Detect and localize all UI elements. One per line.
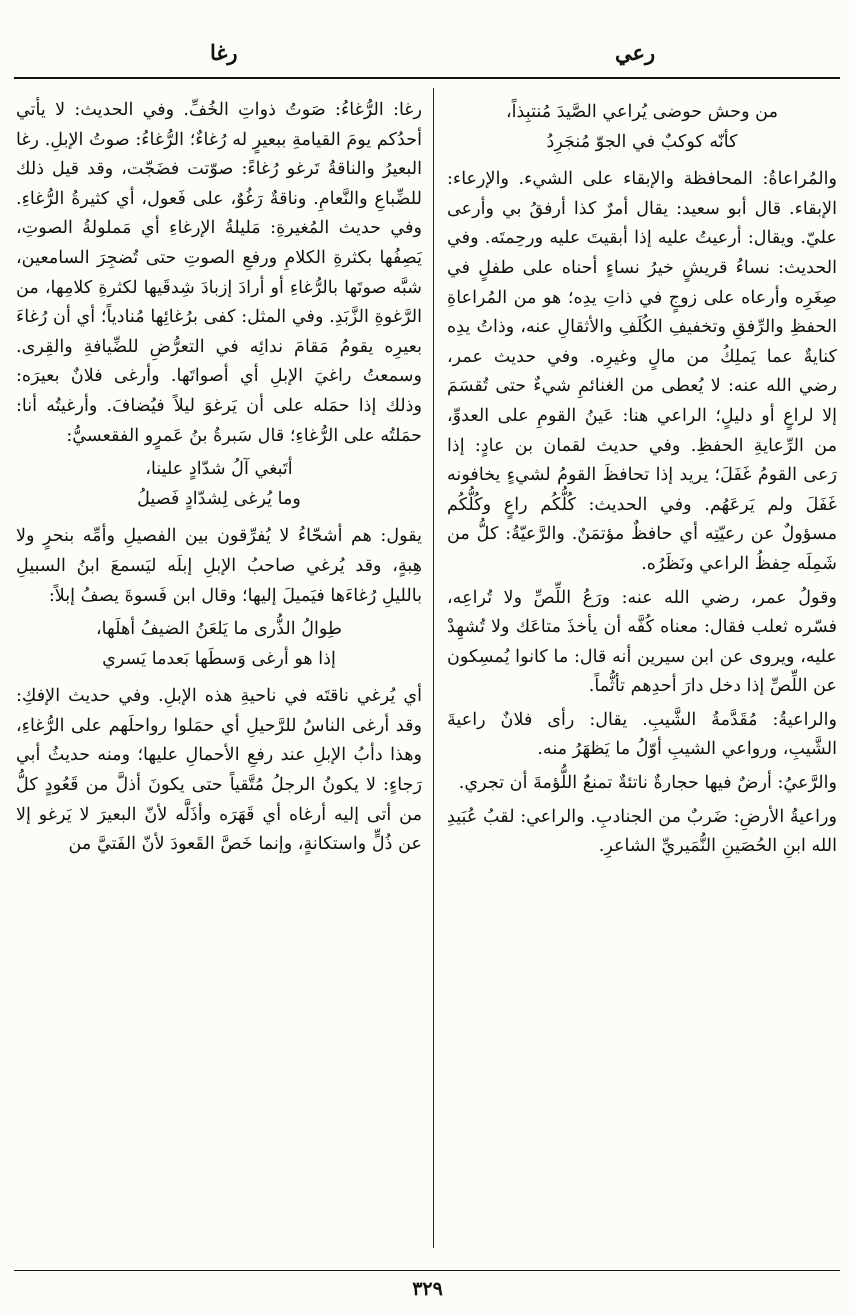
paragraph: يقول: هم أشحّاءُ لا يُفرِّقون بين الفصيلِ وأمِّه بنحرٍ ولا هِبةٍ، وقد يُرغي صاحبُ الإبلِ إبلَه ليَسمعَ ابنُ السبيلِ بالليلِ رُغاءَها فيَميلَ إليها؛ وقال ابن فَسوةَ يصفُ إبلاً: xyxy=(16,526,422,606)
header-rule xyxy=(14,77,840,79)
verse-top xyxy=(447,98,837,157)
paragraph: والمُراعاةُ: المحافظة والإبقاء على الشيء. والإرعاء: الإبقاء. قال أبو سعيد: يقال أمرٌ كذا أرفقُ بي وأرعى عليّ. ويقال: أرعيتُ عليه إذا أبقيتَ عليه ورحِمتَه. وفي الحديث: نساءُ قريشٍ خيرُ نساءٍ أحناه على طفلٍ في صِغَرِه وأرعاه على زوجٍ في ذاتِ يدِه؛ هو من المُراعاةِ الحفظِ والرِّفقِ وتخفيفِ الكُلَفِ والأثقالِ عنه، وذاتُ يدِه كنايةٌ عما يَملِكُ من مالٍ وغيرِه. وفي حديث عمر، رضي الله عنه: لا يُعطى من الغنائمِ شيءٌ حتى تُقسَمَ إلا لراعٍ أو دليلٍ؛ الراعي هنا: عَينُ القومِ على العدوِّ، من الرِّعايةِ الحفظِ. وفي حديث لقمان بن عادٍ: إذا رَعى القومُ غَفَلَ؛ يريد إذا تحافظَ القومُ لشيءٍ يخافونه غَفَلَ ولم يَرعَهُم. وفي الحديث: كُلُّكُم راعٍ وكُلُّكُم مسؤولٌ عن رعيّتِه أي حافظٌ مؤتمَنٌ. والرَّعيّةُ: كلُّ من شَمِلَه حِفظُ الراعي ونَظَرُه. xyxy=(447,169,837,574)
verse-block xyxy=(16,455,422,514)
page-number: ٣٢٩ xyxy=(412,1278,443,1300)
header-word-right: رعي xyxy=(615,40,656,65)
verse-line: إذا هو أرغى وَسطَها بَعدما يَسري xyxy=(102,648,336,669)
paragraph: أي يُرغي ناقتَه في ناحيةِ هذه الإبلِ. وفي حديث الإفكِ: وقد أرغى الناسُ للرَّحيلِ أي حمَلوا رواحلَهم على الرُّغاءِ، وهذا دأبُ الإبلِ عند رفعِ الأحمالِ عليها؛ ومنه حديثُ أبي رَجاءٍ: لا يكونُ الرجلُ مُتَّقياً حتى يكونَ أذلَّ من قَعُودٍ كلُّ من أتى إليه أرغاه أي قَهَرَه وأذَلَّه لأنّ البعيرَ لا يَرغو إلا عن ذُلٍّ واستكانةٍ، وإنما خَصَّ القَعودَ لأنّ الفَتيَّ من xyxy=(16,686,422,855)
paragraph: وقولُ عمر، رضي الله عنه: ورَعُ اللِّصِّ ولا تُراعِه، فسّره ثعلب فقال: معناه كُفَّه أن يأخذَ متاعَك ولا تُشهِدْ عليه، ويروى عن ابن سيرين أنه قال: ما كانوا يُمسِكون عن اللِّصِّ إذا دخل دارَ أحدِهم تأثُّماً. xyxy=(447,587,837,697)
paragraph: والرَّعيُ: أرضٌ فيها حجارةٌ ناتئةٌ تمنعُ اللُّؤمةَ أن تجري. xyxy=(458,773,837,794)
verse-block xyxy=(16,615,422,674)
right-column xyxy=(447,96,837,1261)
left-column xyxy=(16,96,422,1261)
verse-line: أتَبغي آلُ شدّادٍ علينا، xyxy=(145,459,293,480)
verse-line: كأنّه كوكبٌ في الجوّ مُنجَرِدُ xyxy=(546,131,738,152)
column-divider xyxy=(433,88,434,1248)
verse-line: طِوالُ الذُّرى ما يَلعَنُ الضيفُ أهلَها، xyxy=(95,619,343,640)
verse-line: وما يُرغى لِشدّادٍ فَصيلُ xyxy=(137,488,301,509)
paragraph: وراعيةُ الأرضِ: ضَربٌ من الجنادبِ. والراعي: لقبُ عُبَيدِ الله ابنِ الحُصَينِ النُّمَيريِّ الشاعرِ. xyxy=(447,806,837,857)
header-word-left: رغا xyxy=(210,40,238,65)
paragraph: رغا: الرُّغاءُ: صَوتُ ذواتِ الخُفِّ. وفي الحديث: لا يأتي أحدُكم يومَ القيامةِ ببعيرٍ له رُغاءٌ؛ الرُّغاءُ: صوتُ الإبلِ. رغا البعيرُ والناقةُ تَرغو رُغاءً: صوّتت فضَجّت، وقد قيل ذلك للضِّباعِ والنَّعامِ. وناقةٌ رَغُوٌ، على فَعول، أي كثيرةُ الرُّغاءِ. وفي حديث المُغيرةِ: مَليلةُ الإرغاءِ أي مَملولةُ الصوتِ، يَصِفُها بكثرةِ الكلامِ ورفعِ الصوتِ حتى تُضجِرَ السامعين، شبَّه صوتَها بالرُّغاءِ أو أرادَ إزبادَ شِدقَيها لكثرةِ كلامِها، من الرَّغوةِ الزَّبَدِ. وفي المثل: كفى برُغائِها مُنادياً؛ أي أن رُغاءَ بعيرِه يقومُ مَقامَ ندائِه في التعرُّضِ للضِّيافةِ والقِرى. وسمعتُ راغيَ الإبلِ أي أصواتَها. وأرغى فلانٌ بعيرَه: وذلك إذا حمَله على أن يَرغوَ ليلاً فيُضافَ. وأرغيتُه أنا: حمَلتُه على الرُّغاءِ؛ قال سَبرةُ بنُ عَمرٍو الفقعسيُّ: xyxy=(16,100,422,446)
paragraph: والراعيةُ: مُقَدَّمةُ الشَّيبِ. يقال: رأى فلانٌ راعيةَ الشَّيبِ، ورواعي الشيبِ أوّلُ ما يَظهَرُ منه. xyxy=(447,709,837,760)
footer-rule xyxy=(14,1270,840,1271)
verse-line: من وحش حوضى يُراعي الصَّيدَ مُنتبِذاً، xyxy=(505,102,778,122)
